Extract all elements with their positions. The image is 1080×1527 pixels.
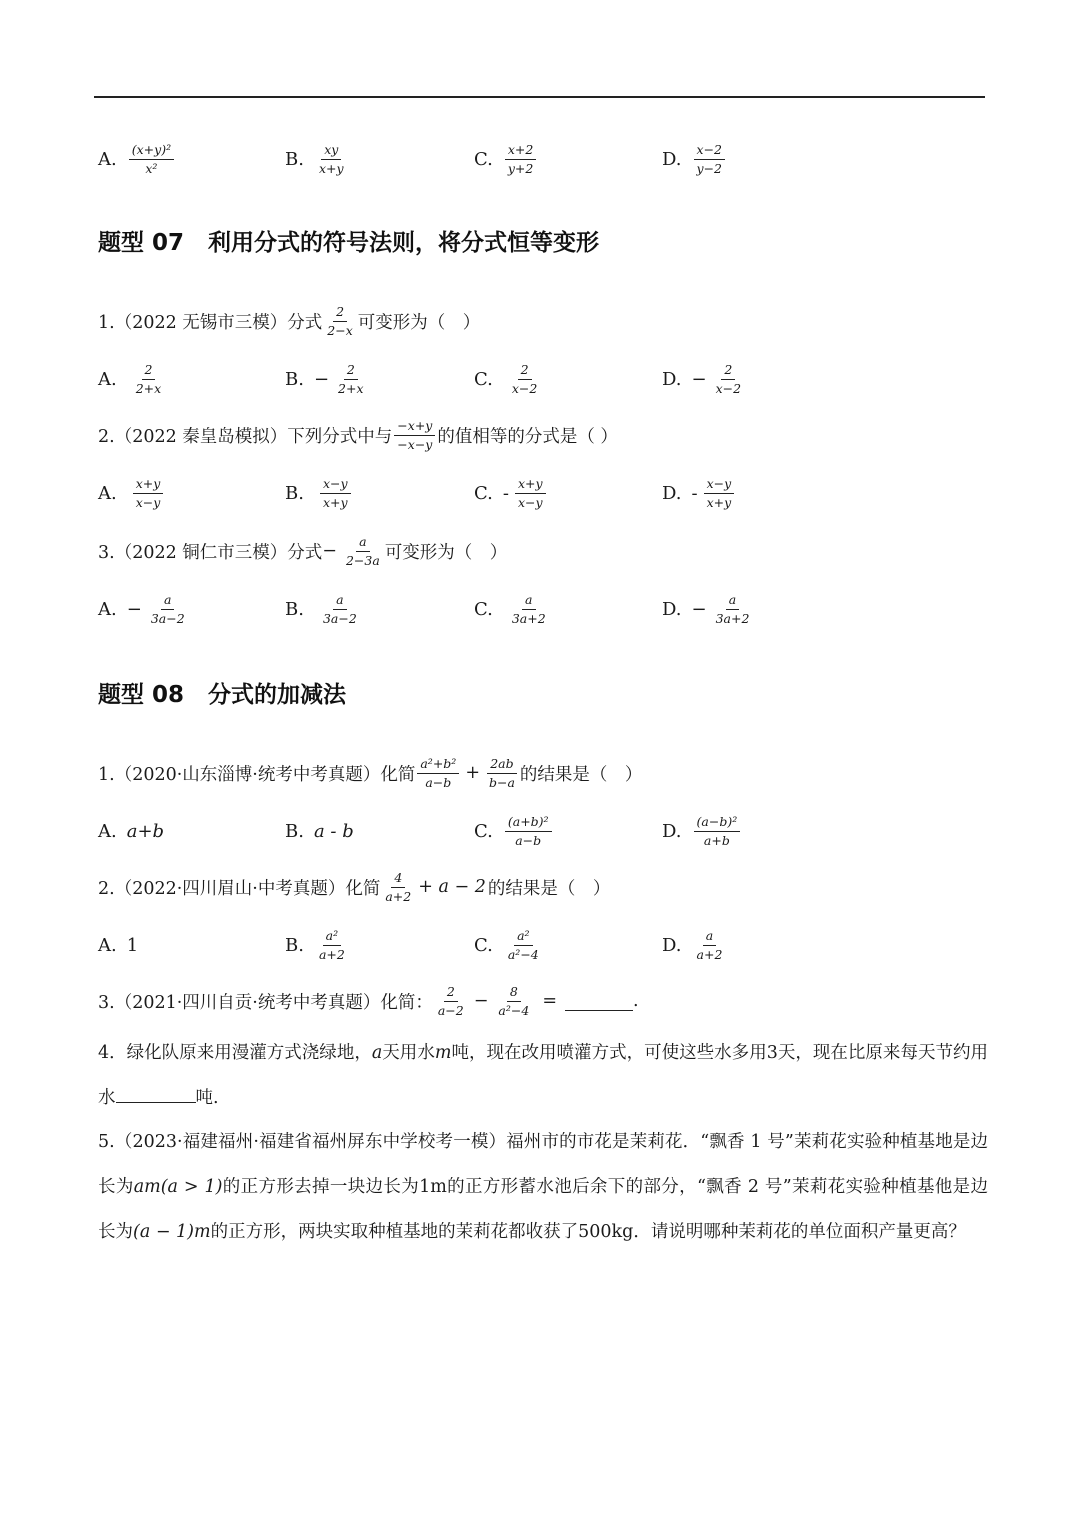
option-b: B. a - b bbox=[285, 820, 354, 842]
option-b: B. − $\frac{2}{2+x}$ bbox=[285, 361, 364, 396]
option-d: D. (a−b)² a+b bbox=[662, 806, 742, 856]
option-c: C. 2 x−2 bbox=[474, 361, 538, 396]
answer-blank bbox=[565, 992, 633, 1011]
option-d: D. − $\frac{a}{3a+2}$ bbox=[662, 591, 750, 626]
section-08-heading bbox=[98, 676, 346, 709]
answer-blank bbox=[116, 1086, 196, 1103]
s07-question-2: 2.（2022 秦皇岛模拟）下列分式中与 −x+y −x−y 的值相等的分式是（ ） bbox=[98, 417, 618, 452]
s07-question-3: 3.（2022 铜仁市三模）分式 − $\frac{a}{2-3a}$ 可变形为（ ） bbox=[98, 533, 508, 568]
option-a: A. a+b bbox=[98, 820, 165, 842]
option-c: C. (a+b)² a−b bbox=[474, 806, 554, 856]
option-d: D. x−2 y−2 bbox=[662, 134, 727, 184]
option-c: C. - x+y x−y bbox=[474, 468, 548, 518]
s08-question-3: 3.（2021·四川自贡·统考中考真题）化简： 2 a−2 − $\frac{8}{\text{a²−4}}$ = . bbox=[98, 983, 639, 1018]
s08-question-4: 4．绿化队原来用漫灌方式浇绿地，a天用水m吨，现在改用喷灌方式，可使这些水多用3天，现在比原来每天节约用水 吨. bbox=[98, 1043, 988, 1108]
option-d: D. - x−y x+y bbox=[662, 468, 736, 518]
option-c: C. x+2 y+2 bbox=[474, 134, 538, 184]
s08-question-2: 2.（2022·四川眉山·中考真题）化简 4 a+2 + a − 2 的结果是（ ） bbox=[98, 869, 611, 904]
option-b: B. a² a+2 bbox=[285, 927, 345, 962]
section-07-heading bbox=[98, 224, 599, 257]
s08-question-1: 1.（2020·山东淄博·统考中考真题）化简 a²+b² a−b + $\frac{2ab}{b-a}$ 的结果是（ ） bbox=[98, 755, 643, 790]
option-c: C. a² a²−4 bbox=[474, 927, 539, 962]
option-a: A. − $\frac{a}{3a-2}$ bbox=[98, 591, 185, 626]
s08-question-5: 5.（2023·福建福州·福建省福州屏东中学校考一模）福州市的市花是茉莉花．“飘香 1 号”茉莉花实验种植基地是边长为am(a > 1)的正方形去掉一块边长为1m的正方形蓄水池后余下的部分，“飘香 2 号”茉莉花实验种植基他是边长为(a − 1)m的正方形，两块实取种植基地的茉莉花都收获了500kg．请说明哪种茉莉花的单位面积产量更高？ bbox=[98, 1132, 988, 1242]
option-d: D. a a+2 bbox=[662, 927, 723, 962]
option-c: C. a 3a+2 bbox=[474, 591, 546, 626]
option-a: A. 2 2+x bbox=[98, 361, 162, 396]
header-rule bbox=[94, 96, 985, 98]
option-b: B. xy x+y bbox=[285, 141, 344, 176]
s07-question-1: 1.（2022 无锡市三模）分式 2 2−x 可变形为（ ） bbox=[98, 303, 481, 338]
option-a: A. 1 bbox=[98, 934, 139, 956]
section-08-number: 题型 08 bbox=[98, 682, 185, 708]
option-b: B. x−y x+y bbox=[285, 468, 353, 518]
section-07-title: 利用分式的符号法则，将分式恒等变形 bbox=[208, 230, 600, 256]
option-a: A. (x+y)² x² bbox=[98, 134, 176, 184]
option-a: A. x+y x−y bbox=[98, 468, 165, 518]
option-d: D. − $\frac{2}{x-2}$ bbox=[662, 361, 742, 396]
option-b: B. a 3a−2 bbox=[285, 591, 357, 626]
section-07-number: 题型 07 bbox=[98, 230, 185, 256]
section-08-title: 分式的加减法 bbox=[208, 682, 347, 708]
